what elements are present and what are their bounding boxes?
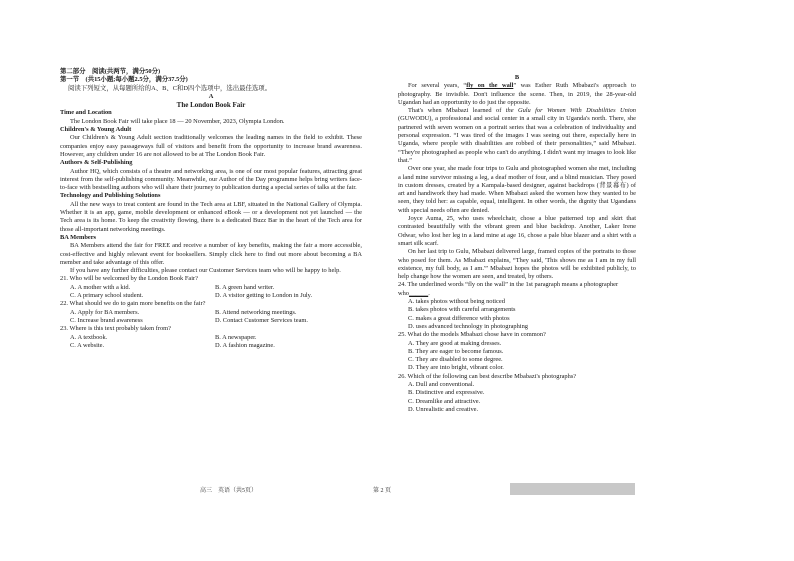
question-stem: 21. Who will be welcomed by the London Book Fair? [60, 275, 198, 283]
p2-pre: That's when Mbabazi learned of [408, 107, 506, 115]
option[interactable]: A. A textbook. [70, 333, 108, 341]
question-stem [398, 281, 636, 298]
option[interactable]: B. A newspaper. [215, 333, 257, 341]
heading-tech: Technology and Publishing Solutions [60, 192, 161, 200]
paragraph-children: Our Children's & Young Adult section traditionally welcomes the leading names in the field to exhibit. These companies enjoy easy passageways full of visitors and benefit from the opportunity to increase brand awareness. However, any children under 16 are not allowed to be at The London Book Fair. [60, 134, 362, 158]
option[interactable]: A. Apply for BA members. [70, 308, 140, 316]
heading-time: Time and Location [60, 109, 112, 117]
option-list [398, 340, 636, 373]
option[interactable]: C. makes a great difference with photos [408, 314, 510, 322]
question-23 [60, 325, 362, 350]
option[interactable]: C. Dreamlike and attractive. [408, 397, 481, 405]
option[interactable]: B. takes photos with careful arrangements [408, 306, 516, 314]
question-21 [60, 275, 362, 300]
option[interactable]: D. Unrealistic and creative. [408, 405, 479, 413]
option-list [398, 381, 636, 414]
right-column [398, 74, 636, 414]
passage-a-title: The London Book Fair [176, 101, 246, 110]
option[interactable]: A. takes photos without being noticed [408, 298, 505, 306]
paragraph-time: The London Book Fair will take place 18 — 20 November, 2023, Olympia London. [70, 117, 285, 125]
part-heading: 第二部分 阅读(共两节，满分50分) [60, 68, 161, 75]
p1-post: ” was Esther Ruth Mbabazi's approach to photography. Be invisible. Don't influence the scene. Then, in 2019, the 28-year-old Ugandan had an opportunity to do just the opposite. [398, 82, 636, 106]
stem-end: . [428, 289, 430, 297]
option[interactable]: C. They are disabled to some degree. [408, 356, 503, 364]
union-name: the Gulu for Women With Disabilities Union [505, 107, 637, 115]
heading-ba: BA Members [60, 233, 97, 241]
option[interactable]: D. uses advanced technology in photographing [408, 322, 528, 330]
passage-a-letter: A [208, 92, 214, 100]
p2-post: (GUWODU), a professional and social center in a small city in Uganda's north. There, she partnered with seven women on a portrait series that was a celebration of individuality and personal expression. “I was tired of the images I was seeing out there, especially here in Uganda, where people with disabilities are robbed of their personalities,” said Mbabazi. “They're photographed as people who can't do anything. I didn't want my images to look like that.” [398, 115, 636, 164]
question-stem: 22. What should we do to gain more benefits on the fair? [60, 300, 206, 308]
answer-blank: ______ [409, 289, 429, 297]
p1-pre: For several years, “ [408, 82, 467, 90]
question-stem: 23. Where is this text probably taken from? [60, 325, 171, 333]
question-22 [60, 300, 362, 325]
instruction-text: 阅读下列短文，从每题所给的A、B、C和D四个选项中，选出最佳选项。 [68, 84, 272, 92]
option[interactable]: B. Distinctive and expressive. [408, 389, 485, 397]
option-list [60, 309, 362, 326]
paragraph-ba-1: BA Members attend the fair for FREE and receive a number of key benefits, making the fair a more accessible, cost-effective and highly relevant event for booksellers. Simply click here to find out more about becoming a BA member and take advantage of this offer. [60, 242, 362, 266]
fly-on-the-wall-phrase: fly on the wall [466, 82, 514, 90]
paragraph-b-1 [398, 82, 636, 107]
option-list [398, 298, 636, 331]
option[interactable]: C. Increase brand awareness [70, 316, 143, 324]
option[interactable]: D. A visitor getting to London in July. [215, 292, 313, 300]
option[interactable]: D. A fashion magazine. [215, 341, 275, 349]
option[interactable]: A. They are good at making dresses. [408, 339, 502, 347]
question-26 [398, 373, 636, 414]
option[interactable]: B. They are eager to become famous. [408, 347, 504, 355]
paragraph-b-4: Joyce Auma, 25, who uses wheelchair, chose a blue patterned top and skirt that contrasted beautifully with the vibrant green and blue backdrop. Another, Laker Irene Odwar, who lost her leg in a land mine at age 16, chose a pale blue blazer and a shirt with a smart silk scarf. [398, 215, 636, 247]
stem-text: 24. The underlined words “fly on the wall” in the 1st paragraph means a photographer who [398, 281, 619, 297]
paragraph-authors: Author HQ, which consists of a theatre and networking area, is one of our most popular features, attracting great interest from the self-publishing community. Meanwhile, our Author of the Day programme helps bring writers face-to-face with bestselling authors who will share their journey to publication during a special series of talks at the fair. [60, 167, 362, 192]
paragraph-b-5: On her last trip to Gulu, Mbabazi delivered large, framed copies of the portraits to those who posed for them. As Mbabazi explains, “They said, 'This shows me as I am in my full existence, my full body, as I am.'” Mbabazi hopes the photos will be exhibited publicly, to help change how the women are seen, and treated, by others. [398, 248, 636, 281]
question-25 [398, 331, 636, 372]
heading-children: Children's & Young Adult [60, 126, 132, 134]
option-list [60, 284, 362, 301]
question-24 [398, 281, 636, 331]
footer-page-number: 第 2 页 [373, 488, 392, 494]
option[interactable]: C. A primary school student. [70, 292, 144, 300]
redaction-bar [510, 483, 635, 495]
paragraph-ba-2: If you have any further difficulties, please contact our Customer Services team who will be happy to help. [70, 267, 341, 275]
option[interactable]: A. Dull and conventional. [408, 380, 475, 388]
option[interactable]: C. A website. [70, 341, 105, 349]
section-heading: 第一节 (共15小题;每小题2.5分，满分37.5分) [60, 76, 188, 84]
question-stem: 25. What do the models Mbabazi chose have in common? [398, 331, 546, 339]
passage-b-letter: B [514, 74, 520, 81]
heading-authors: Authors & Self-Publishing [60, 159, 133, 167]
option[interactable]: D. They are into bright, vibrant color. [408, 364, 504, 372]
paragraph-b-3: Over one year, she made four trips to Gulu and photographed women she met, including a land mine survivor missing a leg, a deaf mother of four, and a blind musician. They posed in custom dresses, created by a Kampala-based designer, against backdrops (背景幕布) of art and handiwork they had made. When Mbabazi asked the women how they wanted to be seen, they told her: as capable, equal, intelligent. In other words, the dignity that Ugandans with special needs often are denied. [398, 165, 636, 214]
option-list [60, 334, 362, 351]
option[interactable]: A. A mother with a kid. [70, 283, 131, 291]
paragraph-b-2 [398, 107, 636, 165]
paragraph-tech: All the new ways to treat content are found in the Tech area at LBF, situated in the National Gallery of Olympia. Whether it is an app, game, mobile development or enhanced eBook — or a development not yet launched — the Tech area is its home. To keep the creativity flowing, there is a dedicated Buzz Bar in the heart of the Tech area for those all-important networking meetings. [60, 200, 362, 233]
question-stem: 26. Which of the following can best describe Mbabazi's photographs? [398, 372, 577, 380]
option[interactable]: D. Contact Customer Services team. [215, 316, 308, 324]
footer-left: 高三 英语（共5页） [200, 488, 258, 494]
option[interactable]: B. A green hand writer. [215, 283, 275, 291]
left-column [60, 68, 362, 350]
option[interactable]: B. Attend networking meetings. [215, 308, 297, 316]
